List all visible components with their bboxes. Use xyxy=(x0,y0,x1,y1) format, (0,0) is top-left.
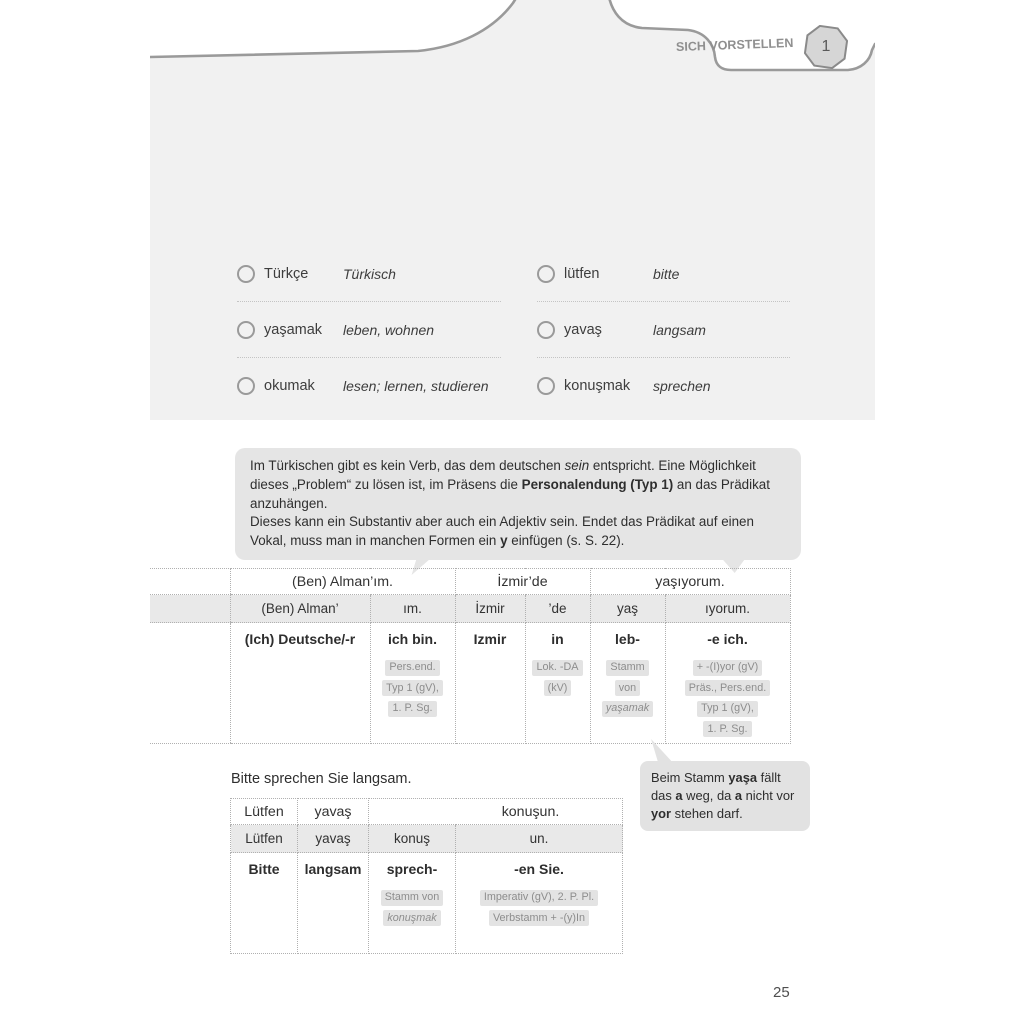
table-german-row xyxy=(150,623,790,744)
annotation-line: Typ 1 (gV), xyxy=(697,701,758,717)
grammar-table xyxy=(150,568,791,744)
annotation-line: Imperativ (gV), 2. P. Pl. xyxy=(480,890,598,906)
callout-text-segment: a xyxy=(734,788,743,803)
vocab-translation: Türkisch xyxy=(343,265,396,282)
note-text-segment: entspricht. Eine Möglichkeit dieses „Problem“ zu lösen ist, im Präsens die xyxy=(250,458,756,492)
header-cell: (Ben) Alman’ım. xyxy=(230,569,455,595)
header-cell: yaşıyorum. xyxy=(590,569,790,595)
annotation-line: 1. P. Sg. xyxy=(703,721,751,737)
callout-text-segment: nicht vor xyxy=(742,788,795,803)
vocab-translation: sprechen xyxy=(653,377,711,394)
chapter-badge xyxy=(804,25,848,69)
callout-text-segment: a xyxy=(675,788,683,803)
note-text-segment: sein xyxy=(564,458,590,473)
annotation-line: von xyxy=(615,680,640,696)
vocab-term: yavaş xyxy=(564,321,602,338)
german-word: leb- xyxy=(615,631,640,647)
table-split-row xyxy=(150,595,790,623)
vocab-item xyxy=(537,358,790,413)
callout-text-segment: weg, da xyxy=(682,788,735,803)
vocab-item xyxy=(237,246,501,302)
vocab-item xyxy=(237,358,501,413)
split-cell: Lütfen xyxy=(231,825,298,853)
annotation-line: yaşamak xyxy=(602,701,653,717)
grammar-annotation xyxy=(371,657,455,717)
grammar-note-paragraph-2 xyxy=(250,513,786,551)
german-cell xyxy=(230,623,370,744)
grammar-note-bubble xyxy=(235,448,801,560)
german-cell xyxy=(525,623,590,744)
german-cell xyxy=(369,853,456,954)
annotation-line: Stamm xyxy=(606,660,648,676)
vocab-item xyxy=(537,302,790,358)
header-cell: konuşun. xyxy=(369,799,623,825)
table-split-row xyxy=(231,825,623,853)
grammar-annotation xyxy=(456,887,622,926)
annotation-line: + -(I)yor (gV) xyxy=(693,660,763,676)
split-cell: ’de xyxy=(525,595,590,623)
note-text-segment: y xyxy=(500,533,508,549)
vocab-term: Türkçe xyxy=(264,265,309,282)
vocab-checkbox[interactable] xyxy=(237,377,255,395)
german-cell xyxy=(298,853,369,954)
german-cell xyxy=(456,853,623,954)
german-word: Bitte xyxy=(248,861,280,877)
annotation-line: (kV) xyxy=(544,680,572,696)
annotation-line: Stamm von xyxy=(381,890,444,906)
stem-rule-callout xyxy=(640,761,810,831)
callout-text-segment: fällt das xyxy=(651,770,781,803)
vocab-checkbox[interactable] xyxy=(537,265,555,283)
annotation-line: Lok. -DA xyxy=(532,660,582,676)
vocab-column-left xyxy=(237,246,501,413)
callout-text-segment: stehen darf. xyxy=(671,806,743,821)
conjugation-table-sentence1 xyxy=(150,568,791,744)
callout-text-segment: yaşa xyxy=(728,770,758,785)
split-cell: ım. xyxy=(370,595,455,623)
german-word: (Ich) Deutsche/-r xyxy=(244,631,356,647)
note-text-segment: Im Türkischen gibt es kein Verb, das dem deutschen xyxy=(250,458,565,473)
table-header-row xyxy=(231,799,623,825)
german-cell xyxy=(590,623,665,744)
vocab-term: konuşmak xyxy=(564,377,631,394)
german-word: Izmir xyxy=(473,631,507,647)
callout-text-segment: Beim Stamm xyxy=(651,770,729,785)
annotation-line: 1. P. Sg. xyxy=(388,701,436,717)
header-cell: İzmir’de xyxy=(455,569,590,595)
vocab-checkbox[interactable] xyxy=(237,321,255,339)
section-title: SICH VORSTELLEN xyxy=(675,35,794,55)
german-cell xyxy=(231,853,298,954)
note-text-segment: an das Prädikat anzuhängen. xyxy=(250,476,770,511)
annotation-line: konuşmak xyxy=(383,910,440,926)
german-word: -e ich. xyxy=(707,631,748,647)
split-cell: (Ben) Alman’ xyxy=(230,595,370,623)
split-cell: ıyorum. xyxy=(665,595,790,623)
annotation-line: Verbstamm + -(y)In xyxy=(489,910,589,926)
annotation-line: Präs., Pers.end. xyxy=(685,680,770,696)
vocab-item xyxy=(537,246,790,302)
table-german-row xyxy=(231,853,623,954)
split-cell: yaş xyxy=(590,595,665,623)
german-word: langsam xyxy=(304,861,362,877)
german-cell xyxy=(455,623,525,744)
grammar-annotation xyxy=(526,657,590,696)
annotation-line: Typ 1 (gV), xyxy=(382,680,443,696)
vocab-checkbox[interactable] xyxy=(537,377,555,395)
split-cell: yavaş xyxy=(298,825,369,853)
annotation-line: Pers.end. xyxy=(385,660,439,676)
chapter-number: 1 xyxy=(821,38,831,55)
vocab-checkbox[interactable] xyxy=(537,321,555,339)
conjugation-table-sentence2 xyxy=(230,798,623,954)
vocab-translation: langsam xyxy=(653,321,706,338)
vocab-translation: leben, wohnen xyxy=(343,321,435,338)
vocab-translation: lesen; lernen, studieren xyxy=(343,377,489,394)
margin-cell xyxy=(150,569,230,595)
table-header-row xyxy=(150,569,790,595)
margin-cell xyxy=(150,623,230,744)
callout-text-segment: yor xyxy=(651,806,672,821)
header-cell: Lütfen xyxy=(231,799,298,825)
note-text-segment: Personalendung (Typ 1) xyxy=(521,476,674,492)
grammar-table xyxy=(230,798,623,954)
german-word: sprech- xyxy=(386,861,438,877)
german-word: -en Sie. xyxy=(514,861,564,877)
header-cell: yavaş xyxy=(298,799,369,825)
example-sentence: Bitte sprechen Sie langsam. xyxy=(231,771,412,787)
vocab-term: lütfen xyxy=(564,265,600,282)
split-cell: un. xyxy=(456,825,623,853)
vocab-term: yaşamak xyxy=(264,321,323,338)
margin-cell xyxy=(150,595,230,623)
note-text-segment: einfügen (s. S. 22). xyxy=(507,533,625,549)
grammar-note-paragraph-1 xyxy=(250,457,786,513)
vocab-checkbox[interactable] xyxy=(237,265,255,283)
german-word: ich bin. xyxy=(388,631,437,647)
german-cell xyxy=(370,623,455,744)
page-number: 25 xyxy=(773,984,790,1001)
grammar-annotation xyxy=(666,657,790,737)
note-text-segment: Dieses kann ein Substantiv aber auch ein Adjektiv sein. Endet das Prädikat auf einen Vokal, muss man in manchen Formen ein xyxy=(250,514,754,549)
german-cell xyxy=(665,623,790,744)
vocab-term: okumak xyxy=(264,377,315,394)
grammar-annotation xyxy=(369,887,455,926)
vocab-translation: bitte xyxy=(653,265,680,282)
vocab-item xyxy=(237,302,501,358)
german-word: in xyxy=(551,631,564,647)
split-cell: İzmir xyxy=(455,595,525,623)
split-cell: konuş xyxy=(369,825,456,853)
grammar-annotation xyxy=(591,657,665,717)
vocab-column-right xyxy=(537,246,790,413)
